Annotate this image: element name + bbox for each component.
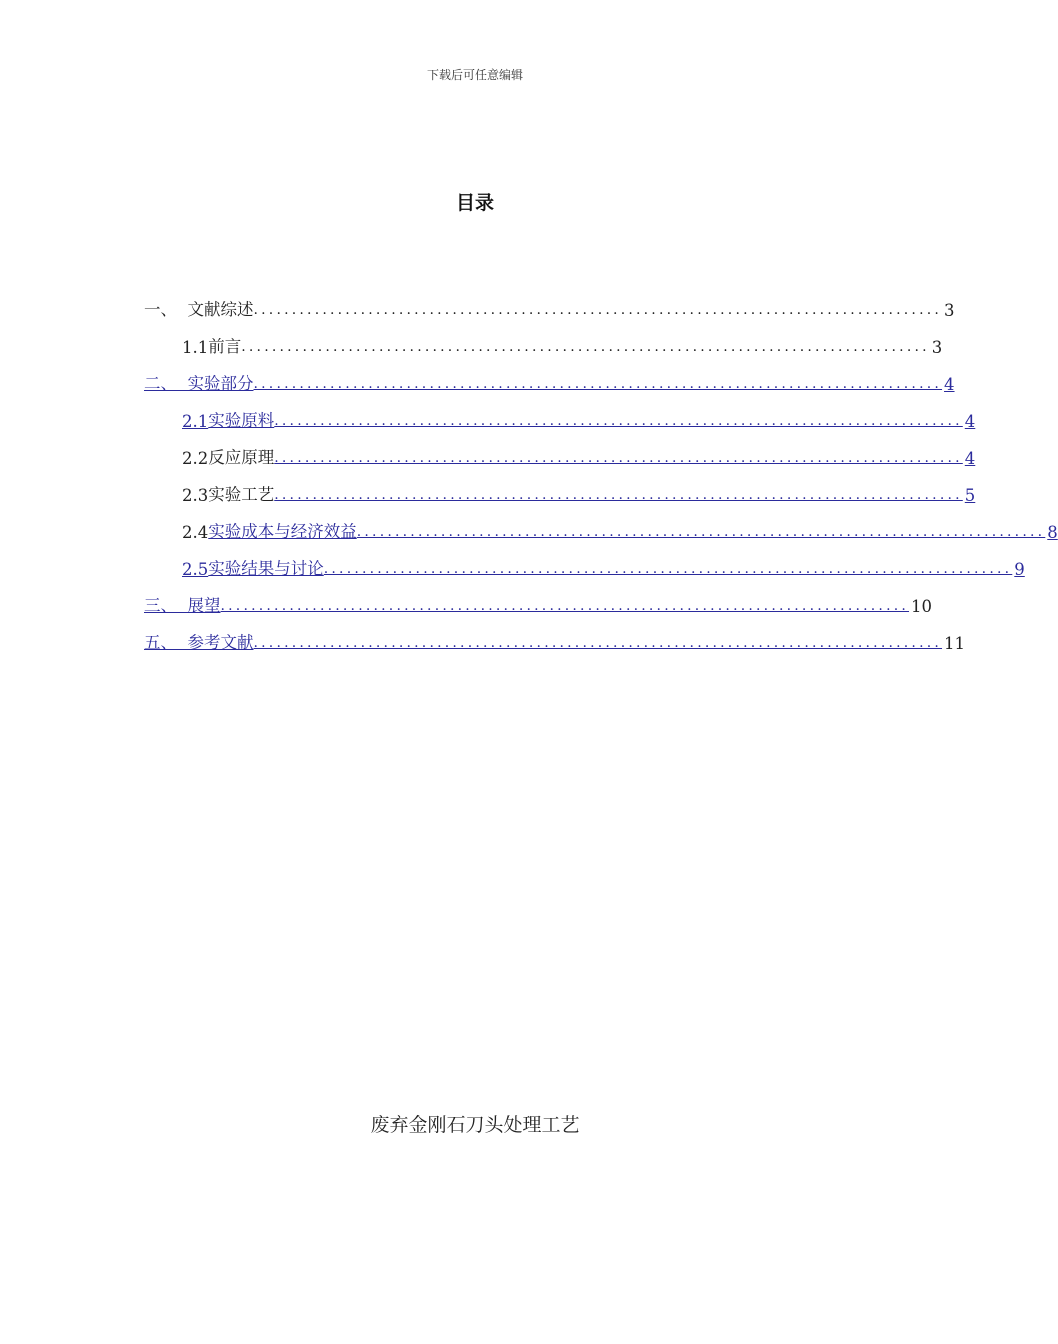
toc-leader-dots: .......................................................................................... (253, 376, 943, 392)
toc-entry-number: 一、 (144, 300, 188, 319)
toc-entry-label: 展望 (187, 596, 221, 615)
toc-entry-label: 反应原理 (208, 448, 275, 467)
toc-entry-2[interactable] (144, 364, 955, 394)
toc-entry-3[interactable] (144, 586, 933, 616)
toc-entry-number: 2.3 (182, 486, 209, 505)
toc-entry-page: 4 (964, 449, 976, 468)
document-title: 废弃金刚石刀头处理工艺 (370, 1114, 580, 1136)
toc-entry-page: 11 (944, 634, 966, 653)
toc-entry-2-2[interactable] (182, 438, 976, 468)
toc-entry-page: 4 (964, 412, 976, 431)
toc-entry-number: 三、 (144, 596, 188, 615)
toc-entry-2-5[interactable] (182, 549, 1025, 579)
toc-entry-number: 二、 (144, 374, 188, 393)
toc-entry-label: 实验原料 (208, 411, 275, 430)
toc-leader-dots: .......................................................................................... (253, 635, 943, 651)
toc-entry-page: 3 (944, 301, 955, 320)
toc-entry-label: 实验结果与讨论 (208, 559, 324, 578)
toc-title: 目录 (455, 192, 494, 214)
toc-entry-page: 8 (1047, 523, 1058, 542)
toc-entry-1[interactable] (144, 290, 955, 320)
toc-leader-dots: .......................................................................................... (274, 450, 963, 466)
toc-leader-dots: .......................................................................................... (356, 524, 1046, 540)
toc-entry-label: 实验部分 (187, 374, 254, 393)
toc-entry-2-1[interactable] (182, 401, 976, 431)
toc-leader-dots: .......................................................................................... (253, 302, 943, 318)
toc-entry-label: 参考文献 (187, 633, 254, 652)
toc-entry-label: 实验成本与经济效益 (208, 522, 357, 541)
toc-entry-number: 2.1 (182, 412, 209, 431)
toc-entry-page: 4 (944, 375, 955, 394)
toc-entry-label: 前言 (208, 337, 242, 356)
toc-leader-dots: .......................................................................................... (323, 561, 1013, 577)
toc-entry-page: 10 (911, 597, 933, 616)
toc-entry-number: 2.2 (182, 449, 209, 468)
toc-entry-2-3[interactable] (182, 475, 976, 505)
toc-entry-number: 2.4 (182, 523, 209, 542)
toc-entry-page: 9 (1014, 560, 1025, 579)
toc-entry-number: 五、 (144, 633, 188, 652)
page-header: 下载后可任意编辑 (426, 68, 523, 82)
toc-entry-1-1[interactable] (182, 327, 943, 357)
toc-entry-2-4[interactable] (182, 512, 1058, 542)
toc-entry-number: 1.1 (182, 338, 209, 357)
toc-leader-dots: .......................................................................................... (220, 598, 910, 614)
toc-entry-label: 实验工艺 (208, 485, 275, 504)
toc-entry-label: 文献综述 (187, 300, 254, 319)
toc-entry-number: 2.5 (182, 560, 209, 579)
toc-entry-page: 3 (931, 338, 943, 357)
toc-entry-page: 5 (964, 486, 976, 505)
toc-leader-dots: .......................................................................................... (241, 339, 930, 355)
toc-entry-5[interactable] (144, 623, 966, 653)
toc-leader-dots: .......................................................................................... (274, 413, 963, 429)
toc-leader-dots: .......................................................................................... (274, 487, 963, 503)
